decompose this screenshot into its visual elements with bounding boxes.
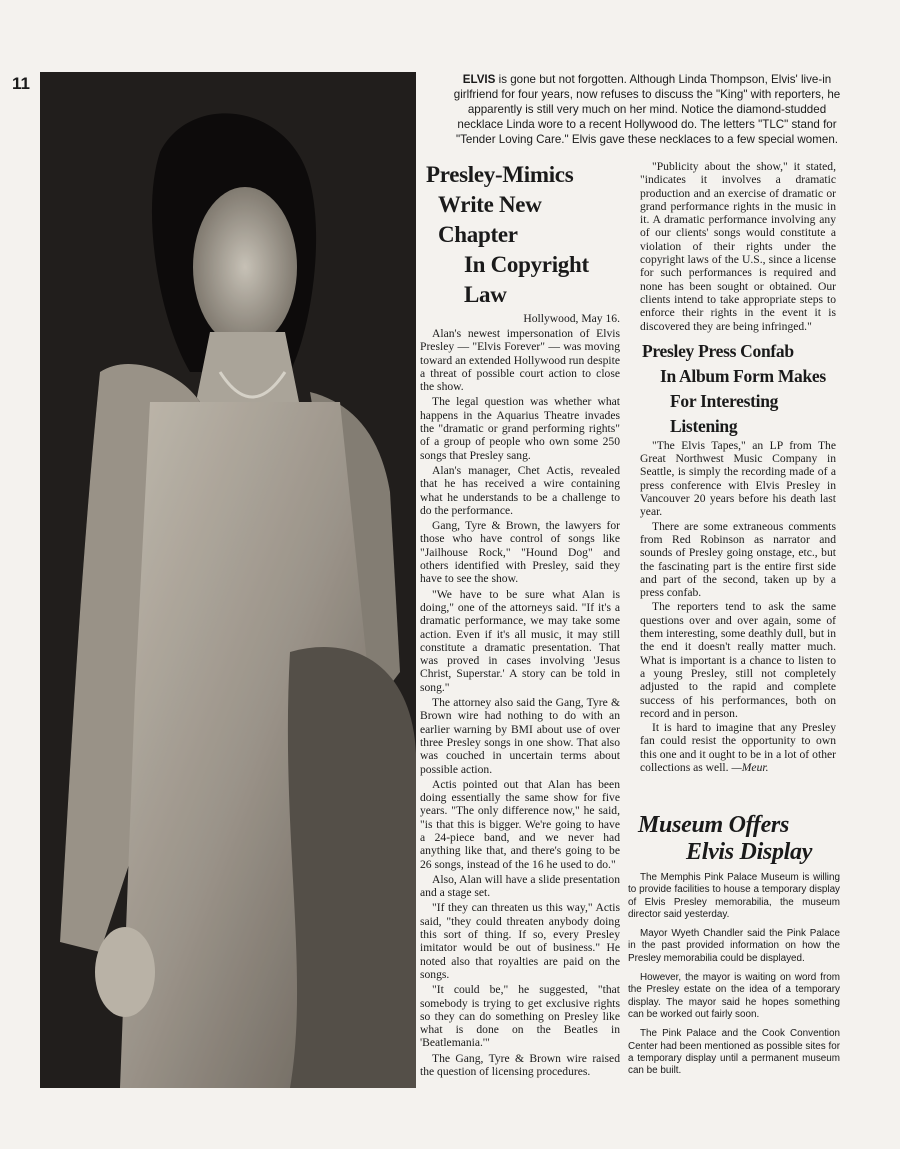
article-column-2 (640, 160, 836, 775)
article2-headline: Presley Press Confab In Album Form Makes For Interesting Listening (642, 340, 826, 436)
article3-paragraph: The Pink Palace and the Cook Convention Center had been mentioned as possible sites for a temporary display until a permanent museum can be built. (628, 1028, 840, 1077)
article1-paragraph: Alan's newest impersonation of Elvis Presley — "Elvis Forever" — was moving toward an extended Hollywood run despite a threat of possible court action to close the show. (420, 327, 620, 394)
article1-continued (640, 160, 836, 333)
caption-text: is gone but not forgotten. Although Linda Thompson, Elvis' live-in girlfriend for four years, now refuses to discuss the "King" with reporters, he apparently is still very much on her mind. Notice the diamond-studded necklace Linda wore to a recent Hollywood do. The letters "TLC" stand for "Tender Loving Care." Elvis gave these necklaces to a few special women. (453, 73, 841, 146)
article3-paragraph: However, the mayor is waiting on word from the Presley estate on the idea of a temporary display. The mayor said he hopes something can be worked out fairly soon. (628, 972, 840, 1020)
article2-paragraph: "The Elvis Tapes," an LP from The Great Northwest Music Company in Seattle, is simply the recording made of a press conference with Elvis Presley in Vancouver 20 years before his death last year. (640, 438, 836, 519)
article3-paragraph: Mayor Wyeth Chandler said the Pink Palace in the past provided information on how the Presley memorabilia could be displayed. (628, 928, 840, 964)
article1-paragraph: "Publicity about the show," it stated, "indicates it involves a dramatic production and an exercise of dramatic or grand performance rights in the music in it. A dramatic performance involving any of our clients' songs would constitute a violation of their rights under the copyright laws of the U.S., since a license for such performances is required and none has been sought or obtained. Our clients intend to take appropriate steps to enforce their rights in the event it is discovered they are being infringed." (640, 160, 836, 333)
article1-dateline: Hollywood, May 16. (523, 312, 620, 325)
article3-body (628, 872, 840, 1077)
article1-paragraph: Also, Alan will have a slide presentation and a stage set. (420, 872, 620, 900)
caption-lead: ELVIS (462, 73, 496, 86)
article2-paragraph: The reporters tend to ask the same questions over and over again, some of them interesting, some deathly dull, but in the end it doesn't really matter much. What is important is a chance to listen to a young Presley, still not completely adjusted to the rapid and complete success of his performances, both on record and in person. (640, 600, 836, 720)
article2-signature: —Meur. (731, 760, 769, 774)
article1-paragraph: The attorney also said the Gang, Tyre & Brown wire had nothing to do with an earlier warning by BMI about use of over three Presley songs in one show. That also was couched in uncertain terms about possible action. (420, 696, 620, 776)
article-column-3 (628, 812, 840, 1084)
page-number: 11 (12, 74, 30, 93)
article1-paragraph: "It could be," he suggested, "that somebody is trying to get exclusive rights so they can do something on Presley like what is done on the Beatles in 'Beatlemania.'" (420, 983, 620, 1050)
article1-paragraph: Actis pointed out that Alan has been doing essentially the same show for five years. "The only difference now," he said, "is that this is bigger. We're going to have a 24-piece band, and we never had anything like that, and there's going to be 26 songs, instead of the 16 he used to do." (420, 777, 620, 871)
article1-paragraph: "We have to be sure what Alan is doing," one of the attorneys said. "If it's a dramatic performance, we may take some action. Even if it's all music, it may still constitute a dramatic presentation. That was proved in cases involving 'Jesus Christ, Superstar.' A story can be told in song." (420, 587, 620, 694)
article1-paragraph: The Gang, Tyre & Brown wire raised the question of licensing procedures. (420, 1051, 620, 1079)
article1-paragraph: The legal question was whether what happens in the Aquarius Theatre invades the "dramatic or grand performing rights" of a group of people who own some 250 songs that Presley sang. (420, 395, 620, 462)
article2-body (640, 439, 836, 774)
article2-paragraph: It is hard to imagine that any Presley fan could resist the opportunity to own this one and it ought to be in a lot of other collections as well. —Meur. (640, 721, 836, 774)
article1-paragraph: Alan's manager, Chet Actis, revealed that he has received a wire containing what he understands to be a challenge to do the performance. (420, 463, 620, 517)
photo-caption (448, 72, 846, 147)
article3-headline: Museum Offers Elvis Display (638, 812, 813, 865)
article2-paragraph: There are some extraneous comments from Red Robinson as narrator and sounds of Presley going onstage, etc., but the fascinating part is the entire first side and part of the second, taken up by a press confab. (640, 519, 836, 600)
photo-linda-thompson (40, 72, 416, 1088)
article3-paragraph: The Memphis Pink Palace Museum is willing to provide facilities to house a temporary display of Elvis Presley memorabilia, the museum director said yesterday. (628, 872, 840, 920)
article1-paragraph: "If they can threaten us this way," Actis said, "they could threaten anybody doing this sort of thing. If so, every Presley imitator would be out of business." He noted also that royalties are paid on the songs. (420, 901, 620, 981)
article-column-1 (420, 160, 620, 1080)
article1-body (420, 327, 620, 1078)
photo-image (40, 72, 416, 1088)
article1-paragraph: Gang, Tyre & Brown, the lawyers for those who have control of songs like "Jailhouse Rock," "Hound Dog" and others identified with Presley, said they have to see the show. (420, 519, 620, 586)
article1-headline: Presley-Mimics Write New Chapter In Copyright Law (426, 162, 589, 307)
